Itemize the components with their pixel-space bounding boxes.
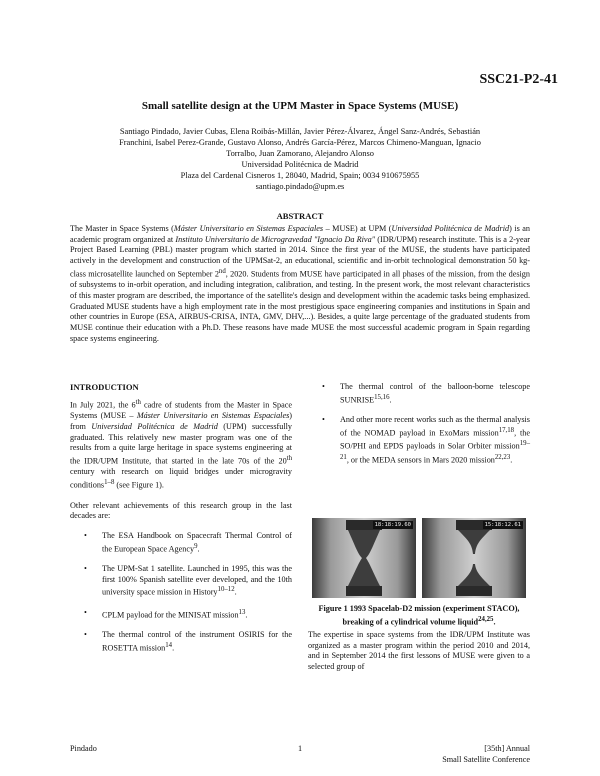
email[interactable]: santiago.pindado@upm.es — [255, 182, 345, 191]
author-names-line: Franchini, Isabel Perez-Grande, Gustavo Alonso, Andrés García-Pérez, Marcos Chimeno-Manguan, Ignacio — [119, 138, 481, 147]
left-column — [70, 382, 292, 664]
timestamp-overlay: 18:18:19.60 — [374, 522, 411, 528]
list-item: • The thermal control of the instrument OSIRIS for the ROSETTA mission$^{14}$. — [70, 630, 292, 654]
page-number: 1 — [297, 744, 303, 753]
paper-title: Small satellite design at the UPM Master in Space Systems (MUSE) — [141, 100, 459, 112]
right-column-bottom — [308, 630, 530, 682]
address: Plaza del Cardenal Cisneros 1, 28040, Madrid, Spain; 0034 910675955 — [180, 171, 420, 180]
footer-conference: [35th] Annual Small Satellite Conference — [442, 744, 530, 764]
abstract-text: The Master in Space Systems (Máster Universitario en Sistemas Espaciales – MUSE) at UPM (Universidad Politécnica de Madrid) is an academic program organized at Instituto Universitario de Microgravedad "Ignacio Da Riva" (IDR/UPM) research institute. This is a 2-year Project Based Learning (PBL) master program which started in 2014. Since the first year of the MUSE, the students have participated actively in the development and construction of the UPMSat-2, an educational, scientific and in-orbit technological demonstration 50 kg-class microsatellite launched on September 2nd, 2020. Students from MUSE have participated in all phases of the mission, from the design of subsystems to in-orbit operation, and including integration, calibration, and testing. In the present work, the most relevant characteristics of this master program are described, the importance of the satellite's design and development within the academic tasks being emphasized. Graduated MUSE students have a high employment rate in the most prestigious space engineering companies and institutions in Spain and other countries in Europe (ESA, AIRBUS-CRISA, INTA, GMV, DHV,...). Besides, a quite large percentage of the graduated students from MUSE continue their education with a Ph.D. These reasons have made MUSE the most successful academic program in Spain regarding space systems engineering. — [70, 224, 531, 343]
paper-id: SSC21-P2-41 — [479, 72, 558, 87]
list-item: • The UPM-Sat 1 satellite. Launched in 1995, this was the first 100% Spanish satellite ever developed, and the 10th university space mission in History$^{10-12}$. — [70, 564, 292, 599]
liquid-bridge-photo — [312, 518, 416, 598]
right-column-top — [308, 382, 530, 475]
liquid-bridge-photo — [422, 518, 526, 598]
section-heading-introduction: INTRODUCTION — [70, 382, 139, 392]
intro-paragraph: In July 2021, the 6th cadre of students from the Master in Space Systems (MUSE – Máster Universitario en Sistemas Espaciales) from Universidad Politécnica de Madrid (UPM) successfully graduated. This relatively new master program was one of the results from a quite large heritage in space systems engineering at the IDR/UPM Institute, that started in the late 70s of the 20th century with research on liquid bridges under microgravity conditions$^{1-8}$ (see Figure 1). — [70, 398, 293, 490]
footer-author: Pindado — [70, 744, 97, 753]
author-block — [92, 126, 508, 192]
figure-caption: Figure 1 1993 Spacelab-D2 mission (experiment STACO), breaking of a cylindrical volume liquid$^{24,25}$. — [318, 604, 520, 627]
list-item: • The thermal control of the balloon-borne telescope SUNRISE$^{15,16}$. — [308, 382, 530, 406]
affiliation: Universidad Politécnica de Madrid — [241, 160, 359, 169]
author-names-line: Torralbo, Juan Zamorano, Alejandro Alonso — [226, 149, 374, 158]
figure-1 — [312, 518, 526, 598]
author-names-line: Santiago Pindado, Javier Cubas, Elena Roibás-Millán, Javier Pérez-Álvarez, Ángel Sanz-Andrés, Sebastián — [119, 127, 481, 136]
list-item: • CPLM payload for the MINISAT mission$^{13}$. — [70, 608, 292, 621]
intro-paragraph: The expertise in space systems from the IDR/UPM Institute was organized as a master program within the period 2010 and 2014, and in September 2014 the first lessons of MUSE were given to a selected group of — [308, 630, 530, 672]
intro-paragraph: Other relevant achievements of this research group in the last decades are: — [70, 500, 292, 521]
list-item: • And other more recent works such as the thermal analysis of the NOMAD payload in ExoMars mission$^{17,18}$, the SO/PHI and EPDS payloads in Solar Orbiter mission$^{19-21}$, or the MEDA sensors in Mars 2020 mission$^{22,23}$. — [308, 415, 530, 466]
achievements-list-continued — [308, 382, 530, 466]
timestamp-overlay: 15:18:12.61 — [484, 522, 521, 528]
list-item: • The ESA Handbook on Spacecraft Thermal Control of the European Space Agency$^9$. — [70, 531, 292, 555]
achievements-list — [70, 531, 292, 655]
abstract-heading: ABSTRACT — [276, 211, 324, 221]
